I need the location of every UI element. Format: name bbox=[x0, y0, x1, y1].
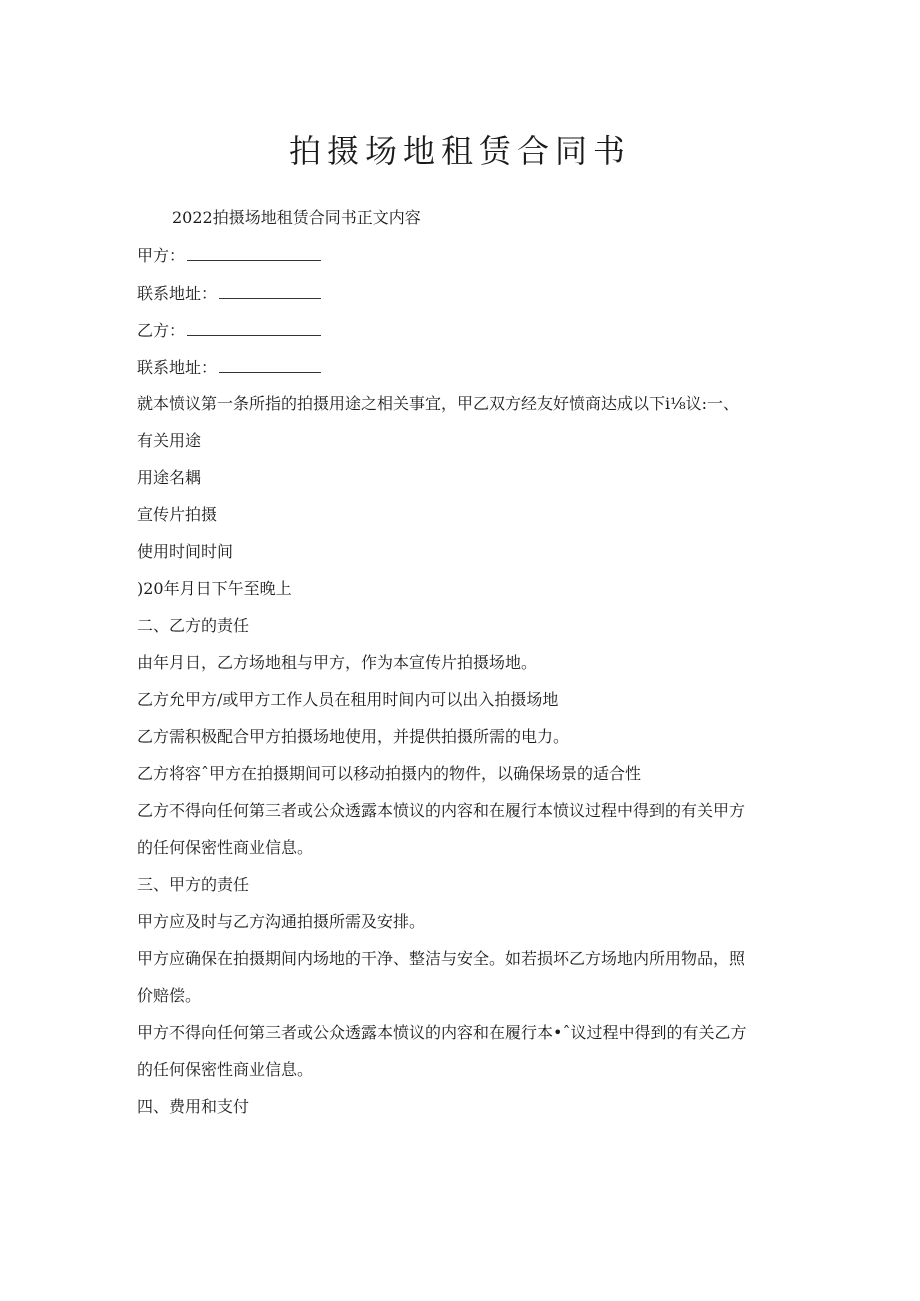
party-a-clause-3-line-1: 甲方不得向任何第三者或公众透露本愤议的内容和在履行本•ˆ议过程中得到的有关乙方 bbox=[137, 1023, 747, 1042]
section-heading-party-b: 二、乙方的责任 bbox=[137, 616, 250, 635]
party-b-blank bbox=[187, 319, 321, 336]
party-a-clause-3-line-2: 的任何保密性商业信息。 bbox=[137, 1060, 314, 1079]
party-b-label: 乙方： bbox=[137, 321, 186, 340]
party-b-clause-1: 由年月日，乙方场地租与甲方，作为本宣传片拍摄场地。 bbox=[137, 653, 538, 672]
contact-address-field-2 bbox=[137, 356, 321, 379]
party-a-field bbox=[137, 244, 321, 267]
contact-address-field-1 bbox=[137, 282, 321, 305]
party-a-clause-1: 甲方应及时与乙方沟通拍摄所需及安排。 bbox=[137, 912, 426, 931]
usage-time-label: 使用时间时间 bbox=[137, 542, 234, 561]
document-subtitle: 2022拍摄场地租赁合同书正文内容 bbox=[172, 208, 421, 227]
party-b-clause-3: 乙方需积极配合甲方拍摄场地使用，并提供拍摄所需的电力。 bbox=[137, 727, 570, 746]
purpose-name-label: 用途名耦 bbox=[137, 468, 202, 487]
intro-paragraph-line-1: 就本愤议第一条所指的拍摄用途之相关事宜，甲乙双方经友好愤商达成以下i⅛议:一、 bbox=[137, 394, 740, 413]
contact-address-label-2: 联系地址： bbox=[137, 358, 218, 377]
party-a-clause-2-line-1: 甲方应确保在拍摄期间内场地的干净、整洁与安全。如若损坏乙方场地内所用物品，照 bbox=[137, 949, 746, 968]
contact-address-blank-1 bbox=[219, 282, 321, 299]
document-title: 拍摄场地租赁合同书 bbox=[288, 132, 631, 170]
party-a-blank bbox=[187, 244, 321, 261]
party-b-clause-4: 乙方将容ˆ甲方在拍摄期间可以移动拍摄内的物件，以确保场景的适合性 bbox=[137, 764, 642, 783]
party-b-clause-2: 乙方允甲方/或甲方工作人员在租用时间内可以出入拍摄场地 bbox=[137, 690, 559, 709]
usage-time-value: )20年月日下午至晚上 bbox=[137, 579, 292, 598]
section-heading-party-a: 三、甲方的责任 bbox=[137, 875, 250, 894]
party-b-field bbox=[137, 319, 321, 342]
purpose-value: 宣传片拍摄 bbox=[137, 505, 218, 524]
contact-address-label-1: 联系地址： bbox=[137, 284, 218, 303]
intro-paragraph-line-2: 有关用途 bbox=[137, 431, 202, 450]
party-a-clause-2-line-2: 价赔偿。 bbox=[137, 986, 202, 1005]
party-a-label: 甲方： bbox=[137, 246, 186, 265]
contact-address-blank-2 bbox=[219, 356, 321, 373]
party-b-clause-5-line-2: 的任何保密性商业信息。 bbox=[137, 838, 314, 857]
section-heading-fees: 四、费用和支付 bbox=[137, 1097, 250, 1116]
party-b-clause-5-line-1: 乙方不得向任何第三者或公众透露本愤议的内容和在履行本愤议过程中得到的有关甲方 bbox=[137, 801, 746, 820]
